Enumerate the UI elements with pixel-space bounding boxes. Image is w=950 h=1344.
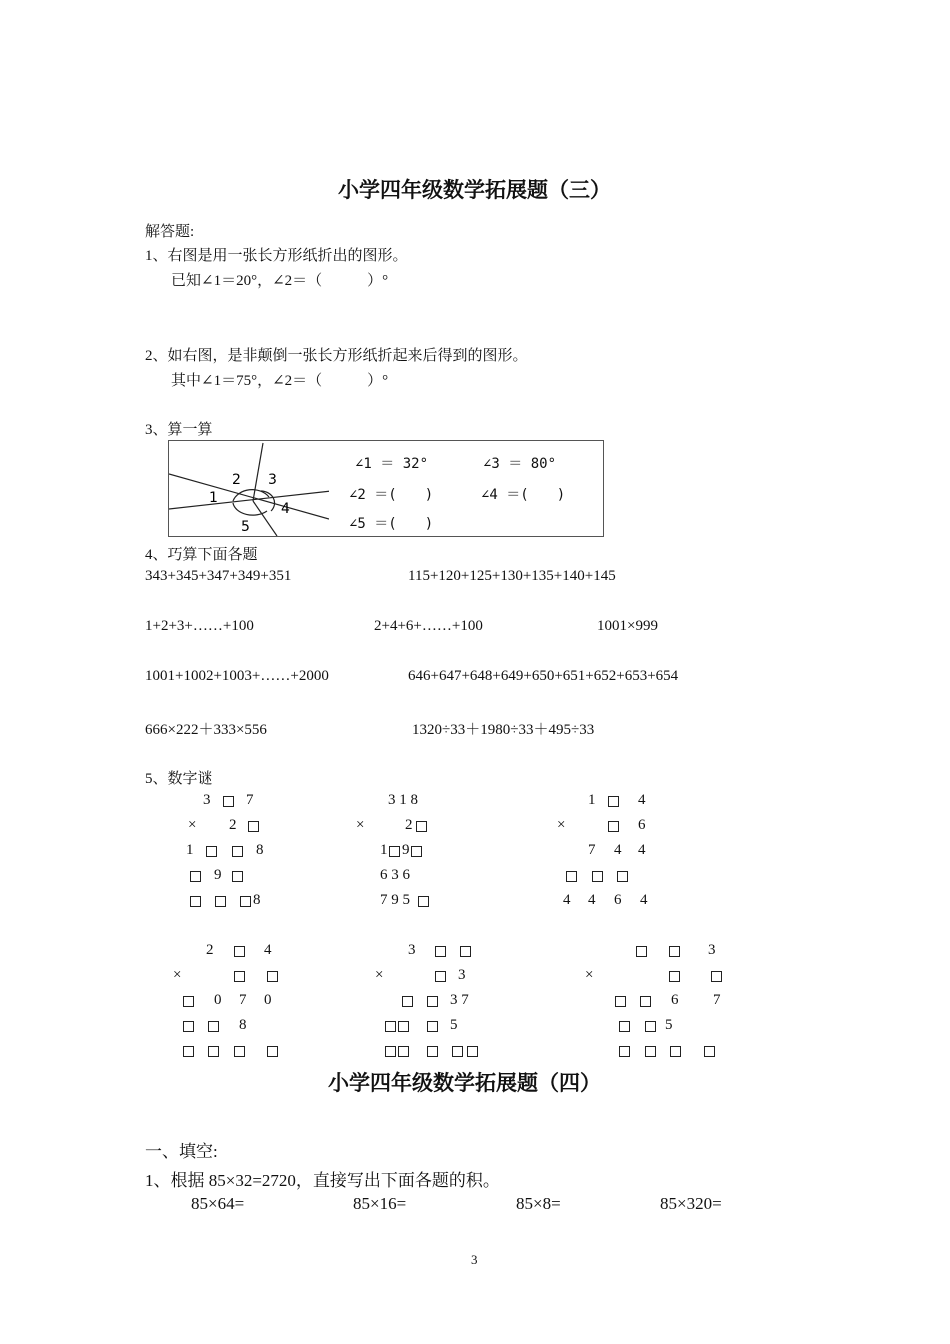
blank-box [619,1046,630,1057]
puzzle-digit: 0 [214,992,222,1008]
q5-label: 5、数字谜 [145,771,213,787]
puzzle-digit: 1 [186,842,194,858]
puzzle-digit: 8 [256,842,264,858]
puzzle-digit: 7 [239,992,247,1008]
blank-box [223,796,234,807]
blank-box [460,946,471,957]
blank-box [398,1046,409,1057]
page-title-4: 小学四年级数学拓展题（四） [328,1071,601,1095]
angle-figure [169,441,329,536]
blank-box [183,1021,194,1032]
fig-label-4: 4 [281,501,290,517]
blank-box [669,971,680,982]
product-4: 85×320= [660,1194,722,1213]
puzzle-digit: 4 [614,842,622,858]
blank-box [640,996,651,1007]
blank-box [427,996,438,1007]
puzzle-digit: 4 [588,892,596,908]
blank-box [389,846,400,857]
puzzle-digit: 9 [214,867,222,883]
blank-box [645,1021,656,1032]
puzzle-digit: 9 [402,842,410,858]
fig-label-5: 5 [241,519,250,535]
blank-box [608,796,619,807]
page-title-3: 小学四年级数学拓展题（三） [338,178,611,202]
blank-box [267,1046,278,1057]
blank-box [183,996,194,1007]
puzzle-digit: 8 [239,1017,247,1033]
puzzle-digit: 6 [671,992,679,1008]
angle-3: ∠3 ＝ 80° [483,456,557,472]
answer-heading: 解答题: [145,224,195,240]
calc-3: 1+2+3+……+100 [145,618,254,634]
puzzle-digit: 6 [638,817,646,833]
blank-box [398,1021,409,1032]
fig-label-1: 1 [209,490,218,506]
blank-box [427,1021,438,1032]
puzzle-digit: 3 1 8 [388,792,418,808]
blank-box [669,946,680,957]
puzzle-digit: 3 [408,942,416,958]
blank-box [645,1046,656,1057]
angle-4: ∠4 ＝( ) [481,487,566,503]
puzzle-digit: 4 [638,792,646,808]
blank-box [208,1021,219,1032]
puzzle-digit: × [557,817,566,833]
puzzle-digit: 6 [614,892,622,908]
angle-5: ∠5 ＝( ) [349,516,434,532]
blank-box [619,1021,630,1032]
calc-9: 1320÷33＋1980÷33＋495÷33 [412,722,595,738]
blank-box [617,871,628,882]
blank-box [435,971,446,982]
puzzle-digit: × [375,967,384,983]
product-3: 85×8= [516,1194,561,1213]
fig-label-3: 3 [268,472,277,488]
blank-box [183,1046,194,1057]
blank-box [248,821,259,832]
q3-figure-box [168,440,604,537]
puzzle-digit: 3 [203,792,211,808]
puzzle-digit: 7 9 5 [380,892,410,908]
blank-box [206,846,217,857]
q1-line1: 1、右图是用一张长方形纸折出的图形。 [145,248,408,264]
blank-box [704,1046,715,1057]
puzzle-digit: 1 [380,842,388,858]
blank-box [416,821,427,832]
blank-box [427,1046,438,1057]
blank-box [636,946,647,957]
blank-box [232,846,243,857]
blank-box [670,1046,681,1057]
blank-box [402,996,413,1007]
blank-box [608,821,619,832]
puzzle-digit: 3 7 [450,992,469,1008]
angle-1: ∠1 ＝ 32° [355,456,429,472]
angle-2: ∠2 ＝( ) [349,487,434,503]
blank-box [452,1046,463,1057]
fill-blank-heading: 一、填空: [145,1142,218,1161]
blank-box [435,946,446,957]
puzzle-digit: 2 [229,817,237,833]
blank-box [615,996,626,1007]
puzzle-digit: × [173,967,182,983]
calc-2: 115+120+125+130+135+140+145 [408,568,616,584]
puzzle-digit: × [585,967,594,983]
blank-box [385,1046,396,1057]
q2-line1: 2、如右图，是非颠倒一张长方形纸折起来后得到的图形。 [145,348,528,364]
puzzle-digit: 4 [264,942,272,958]
s4-q1-text: 1、根据 85×32=2720，直接写出下面各题的积。 [145,1171,500,1190]
blank-box [418,896,429,907]
puzzle-digit: 5 [665,1017,673,1033]
calc-6: 1001+1002+1003+……+2000 [145,668,329,684]
blank-box [385,1021,396,1032]
product-2: 85×16= [353,1194,407,1213]
product-1: 85×64= [191,1194,245,1213]
q1-line2: 已知∠1＝20°，∠2＝（ ）° [171,273,389,289]
blank-box [267,971,278,982]
blank-box [592,871,603,882]
puzzle-digit: 3 [708,942,716,958]
puzzle-digit: 8 [253,892,261,908]
blank-box [190,896,201,907]
calc-8: 666×222＋333×556 [145,722,267,738]
blank-box [234,1046,245,1057]
puzzle-digit: 7 [588,842,596,858]
blank-box [234,946,245,957]
fig-label-2: 2 [232,472,241,488]
calc-1: 343+345+347+349+351 [145,568,292,584]
calc-4: 2+4+6+……+100 [374,618,483,634]
q2-line2: 其中∠1＝75°，∠2＝（ ）° [171,373,389,389]
puzzle-digit: 4 [638,842,646,858]
puzzle-digit: 2 [405,817,413,833]
puzzle-digit: 2 [206,942,214,958]
q4-label: 4、巧算下面各题 [145,547,258,563]
q3-label: 3、算一算 [145,422,213,438]
blank-box [208,1046,219,1057]
blank-box [215,896,226,907]
puzzle-digit: 4 [563,892,571,908]
puzzle-digit: 5 [450,1017,458,1033]
blank-box [240,896,251,907]
blank-box [234,971,245,982]
blank-box [411,846,422,857]
puzzle-digit: 7 [246,792,254,808]
blank-box [566,871,577,882]
puzzle-digit: 7 [713,992,721,1008]
puzzle-digit: 1 [588,792,596,808]
blank-box [232,871,243,882]
puzzle-digit: 4 [640,892,648,908]
puzzle-digit: 0 [264,992,272,1008]
calc-5: 1001×999 [597,618,658,634]
calc-7: 646+647+648+649+650+651+652+653+654 [408,668,679,684]
puzzle-digit: 6 3 6 [380,867,410,883]
puzzle-digit: × [356,817,365,833]
blank-box [467,1046,478,1057]
blank-box [711,971,722,982]
puzzle-digit: 3 [458,967,466,983]
puzzle-digit: × [188,817,197,833]
blank-box [190,871,201,882]
page-number: 3 [471,1252,478,1267]
